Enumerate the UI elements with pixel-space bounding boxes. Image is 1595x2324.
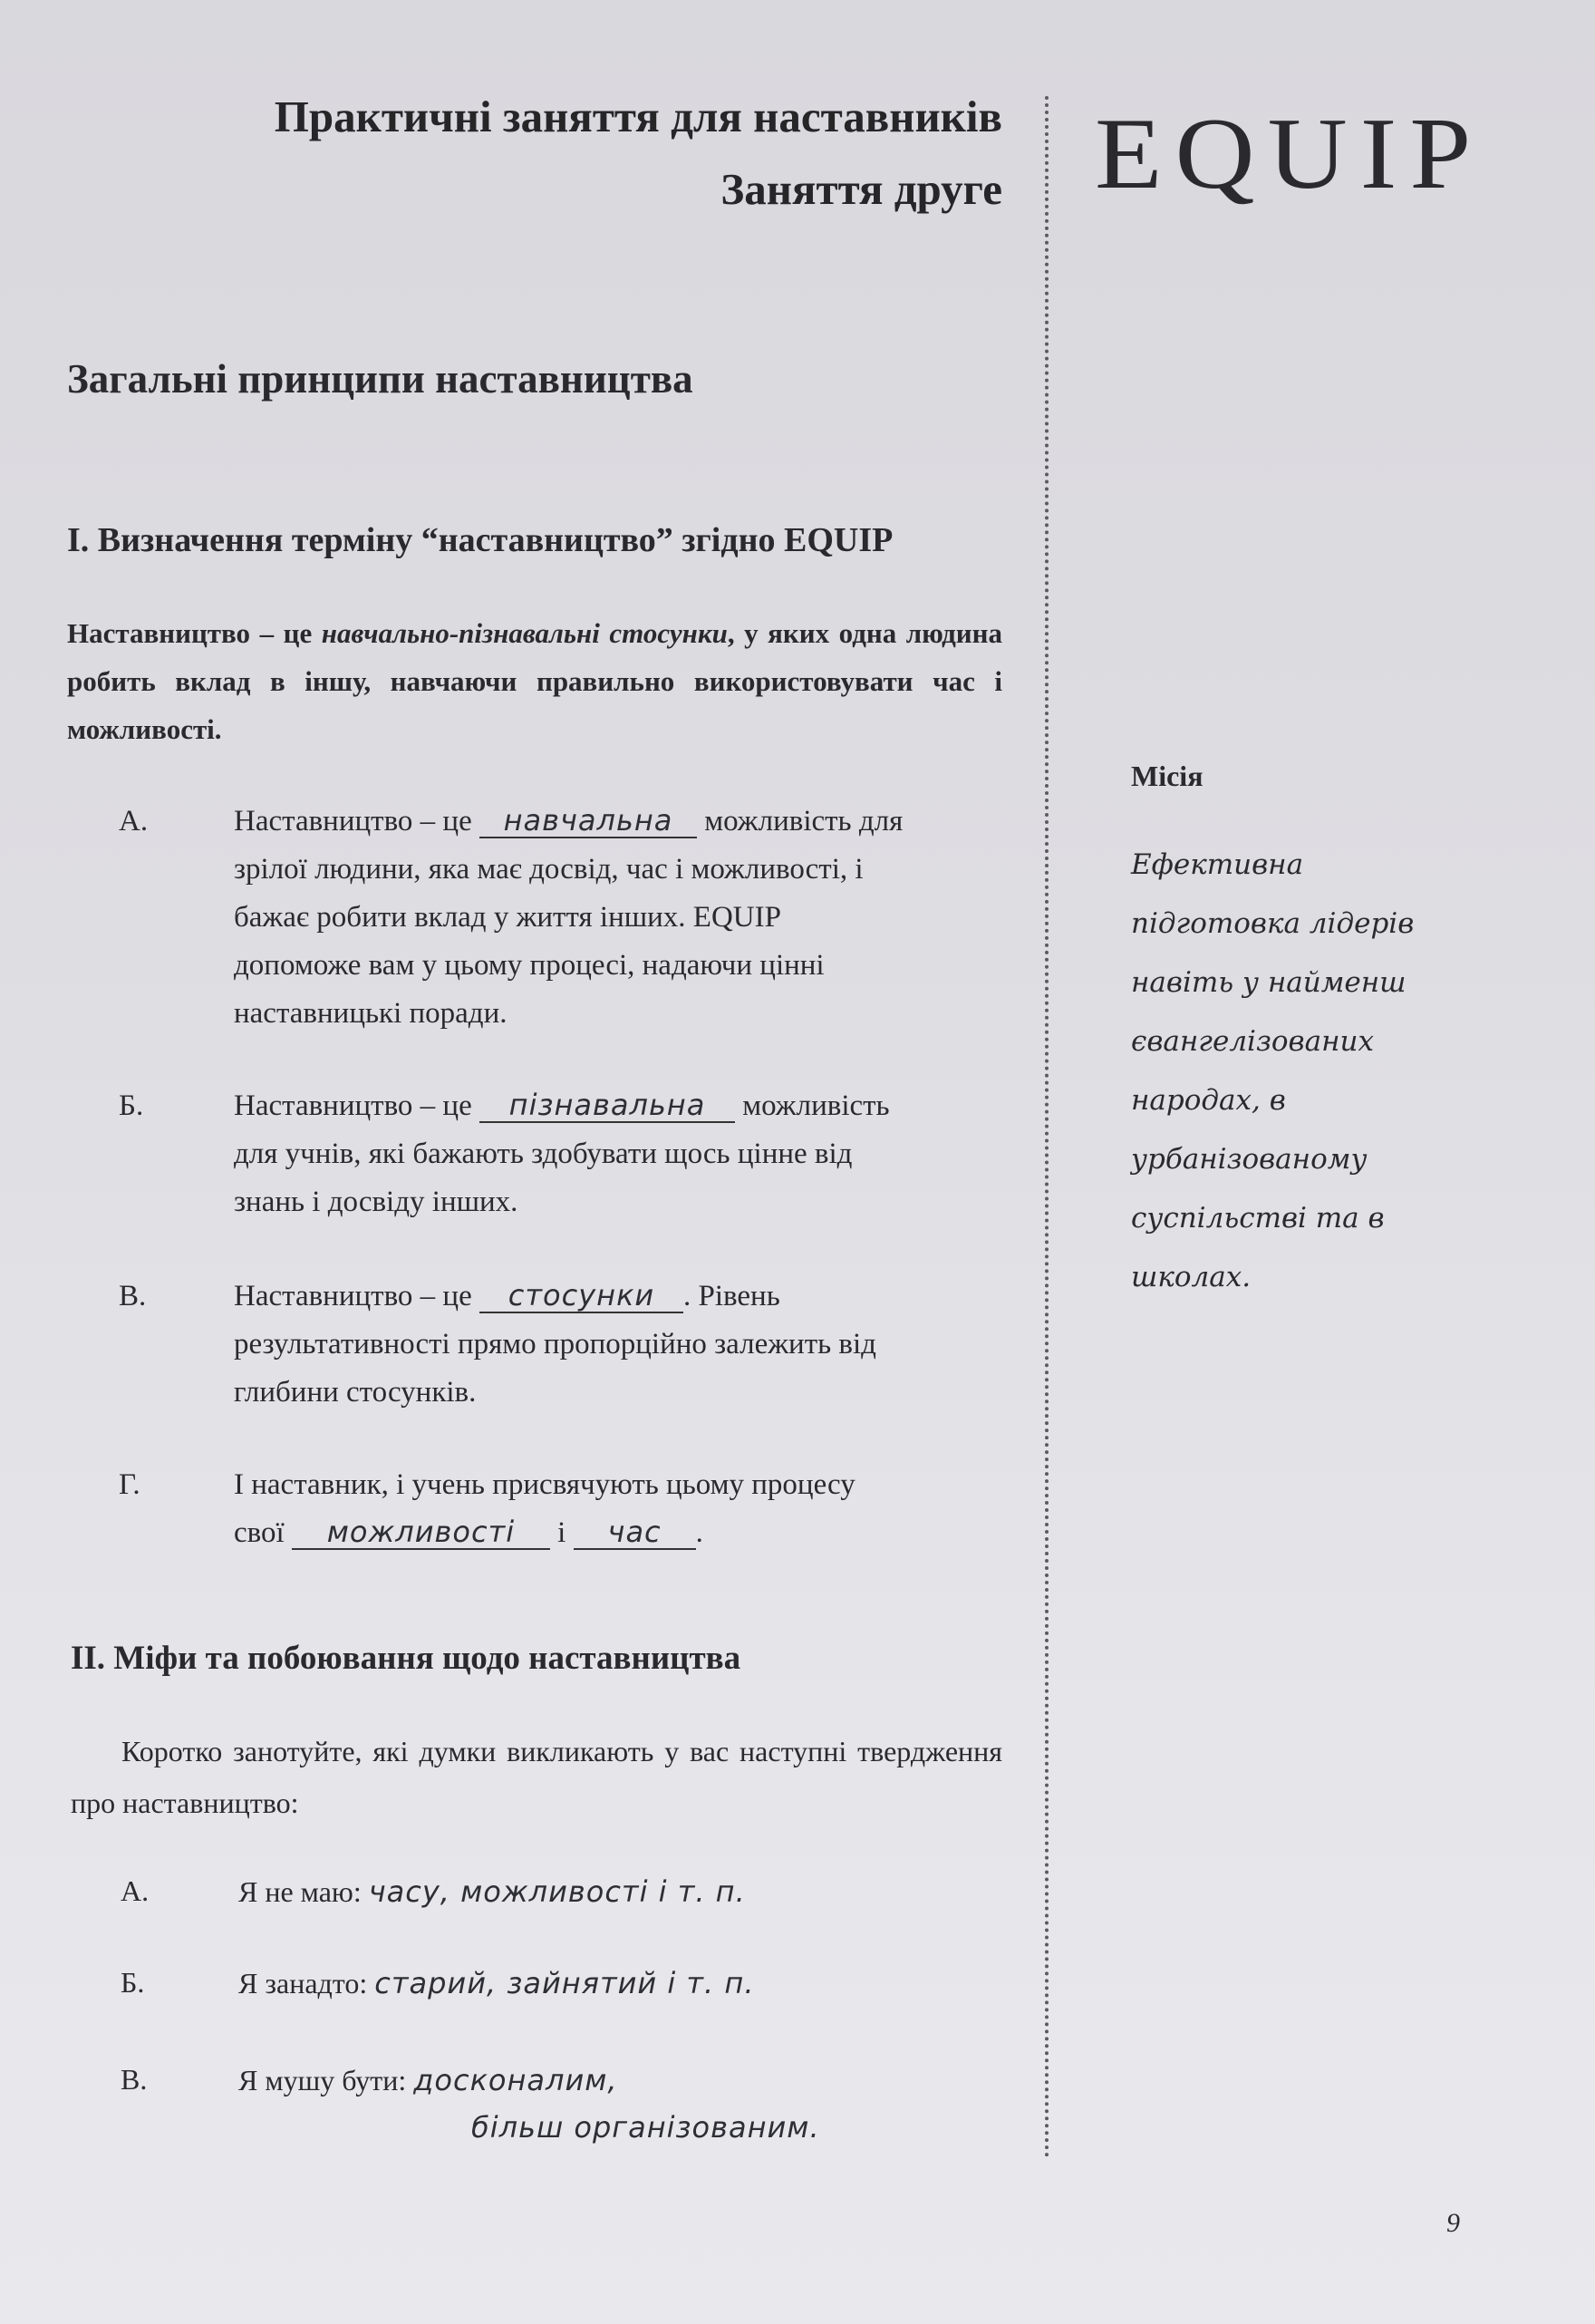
answer-blank[interactable]: пізнавальна	[479, 1089, 735, 1123]
section-title: Загальні принципи наставництва	[67, 356, 693, 402]
item-text: можливість для	[697, 805, 904, 838]
page-number: 9	[1446, 2208, 1460, 2238]
item-text: Наставництво – це	[234, 1089, 479, 1122]
part2-intro: Коротко занотуйте, які думки викликають у вас наступні твердження про наставництво:	[71, 1735, 1002, 1819]
item-text: .	[695, 1516, 703, 1549]
definition-italic: навчально-пізнавальні стосунки	[321, 617, 728, 649]
mission-line: євангелізованих	[1131, 1025, 1374, 1058]
answer-blank[interactable]: навчальна	[479, 804, 697, 838]
item-line: результативності прямо пропорційно залежить від	[234, 1328, 876, 1361]
item-letter: Б.	[119, 1089, 144, 1122]
myth-item-v	[121, 2063, 820, 2145]
myth-answer[interactable]: старий, зайнятий і т. п.	[374, 1966, 755, 2000]
mission-line: суспільстві та в	[1131, 1202, 1385, 1235]
item-text: . Рівень	[683, 1280, 780, 1312]
item-line: бажає робити вклад у життя інших. EQUIP	[234, 901, 781, 934]
dotted-divider	[1045, 96, 1049, 2159]
definition-paragraph	[67, 609, 1002, 753]
item-line: зрілої людини, яка має досвід, час і можливості, і	[234, 853, 864, 886]
equip-logo: EQUIP	[1095, 97, 1484, 210]
part2-heading: II. Міфи та побоювання щодо наставництва	[71, 1640, 741, 1677]
page-subtitle: Заняття друге	[720, 164, 1002, 214]
definition-text: Наставництво – це	[67, 617, 322, 649]
item-text: свої	[234, 1516, 292, 1549]
answer-blank[interactable]: можливості	[292, 1515, 550, 1550]
mission-line: Ефективна	[1131, 848, 1304, 881]
mission-line: школах.	[1131, 1261, 1252, 1293]
item-text: Наставництво – це	[234, 1280, 479, 1312]
myth-answer[interactable]: досконалим,	[413, 2063, 618, 2097]
myth-answer-line2[interactable]: більш організованим.	[471, 2110, 820, 2145]
item-text: Наставництво – це	[234, 805, 479, 838]
myth-item-b	[121, 1966, 755, 2000]
item-line: знань і досвіду інших.	[234, 1186, 518, 1218]
answer-blank[interactable]: час	[574, 1515, 696, 1550]
item-line: глибини стосунків.	[234, 1376, 477, 1409]
mission-text	[1131, 836, 1457, 1307]
item-line: допоможе вам у цьому процесі, надаючи цінні	[234, 949, 825, 982]
page-title: Практичні заняття для наставників	[274, 92, 1002, 141]
item-letter: Г.	[119, 1468, 140, 1501]
mission-line: підготовка лідерів	[1131, 907, 1415, 940]
answer-blank[interactable]: стосунки	[479, 1279, 683, 1313]
myth-answer[interactable]: часу, можливості і т. п.	[368, 1874, 746, 1909]
myth-item-a	[121, 1874, 746, 1909]
item-text: можливість	[735, 1089, 890, 1122]
item-letter: Б.	[121, 1966, 145, 1999]
item-letter: В.	[121, 2063, 148, 2096]
part1-heading: I. Визначення терміну “наставництво” згідно EQUIP	[67, 521, 894, 559]
mission-line: народах, в	[1131, 1084, 1286, 1117]
item-letter: В.	[119, 1280, 147, 1312]
mission-line: навіть у найменш	[1131, 966, 1406, 999]
myth-label: Я мушу бути:	[238, 2064, 414, 2096]
item-line: І наставник, і учень присвячують цьому процесу	[234, 1468, 856, 1501]
item-letter: А.	[121, 1874, 150, 1907]
item-letter: А.	[119, 805, 149, 838]
item-line: наставницькі поради.	[234, 997, 508, 1030]
definition-text-end: , у яких одна людина робить вклад в іншу, навчаючи правильно використовувати час і можливості.	[67, 617, 1002, 745]
item-line: для учнів, які бажають здобувати щось цінне від	[234, 1138, 853, 1170]
myth-label: Я занадто:	[238, 1967, 375, 2000]
item-text: і	[549, 1516, 574, 1549]
myth-label: Я не маю:	[238, 1875, 369, 1908]
mission-line: урбанізованому	[1131, 1143, 1368, 1176]
mission-heading: Місія	[1131, 760, 1204, 792]
